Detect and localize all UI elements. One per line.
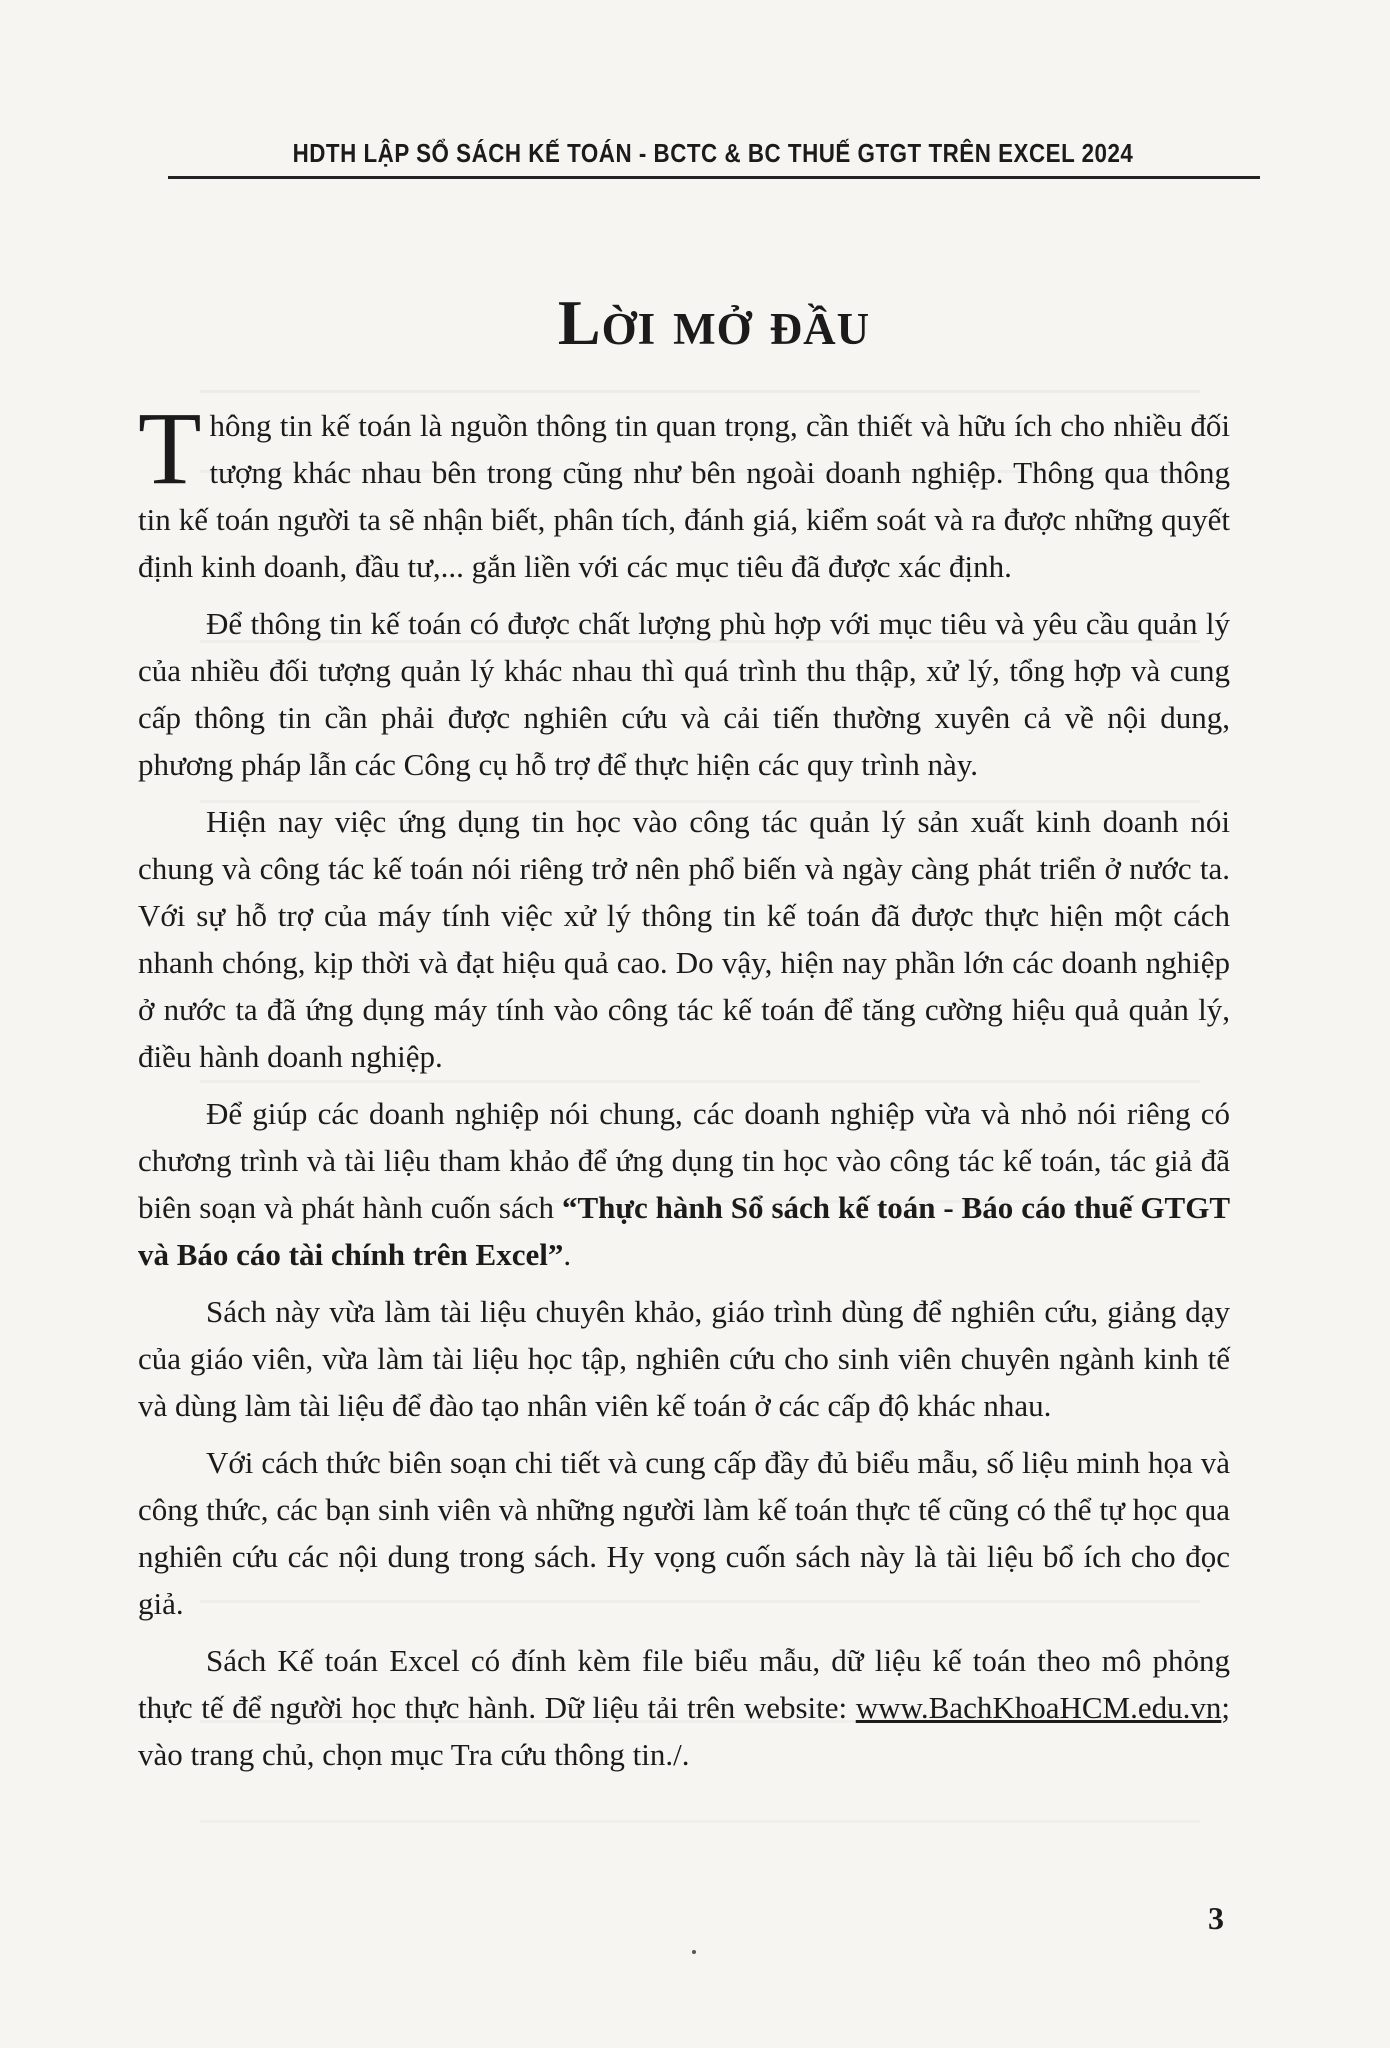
paragraph-7-lead: Sách Kế toán Excel có đính kèm file biểu mẫu, dữ liệu kế toán theo mô phỏng thực tế để người học thực hành. Dữ liệu tải trên website: — [138, 1643, 1230, 1725]
drop-cap: T — [138, 391, 202, 506]
paragraph-4 — [138, 1090, 1230, 1278]
website-link[interactable]: www.BachKhoaHCM.edu.vn — [855, 1690, 1222, 1725]
page-title: Lời mở đầu — [557, 287, 871, 358]
paragraph-4-lead: Để giúp các doanh nghiệp nói chung, các doanh nghiệp vừa và nhỏ nói riêng có chương trình và tài liệu tham khảo để ứng dụng tin học vào công tác kế toán, tác giả đã biên soạn và phát hành cuốn sách — [138, 1096, 1230, 1225]
paragraph-4-tail: . — [563, 1237, 572, 1272]
book-title: “Thực hành Sổ sách kế toán - Báo cáo thuế GTGT và Báo cáo tài chính trên Excel” — [138, 1190, 1230, 1272]
body-text — [138, 391, 1230, 1788]
paragraph-2: Để thông tin kế toán có được chất lượng phù hợp với mục tiêu và yêu cầu quản lý của nhiều đối tượng quản lý khác nhau thì quá trình thu thập, xử lý, tổng hợp và cung cấp thông tin cần phải được nghiên cứu và cải tiến thường xuyên cả về nội dung, phương pháp lẫn các Công cụ hỗ trợ để thực hiện các quy trình này. — [138, 606, 1230, 782]
page-number: 3 — [1208, 1900, 1224, 1936]
paragraph-7-tail: ; vào trang chủ, chọn mục Tra cứu thông tin./. — [138, 1690, 1230, 1772]
paragraph-3: Hiện nay việc ứng dụng tin học vào công tác quản lý sản xuất kinh doanh nói chung và công tác kế toán nói riêng trở nên phổ biến và ngày càng phát triển ở nước ta. Với sự hỗ trợ của máy tính việc xử lý thông tin kế toán đã được thực hiện một cách nhanh chóng, kịp thời và đạt hiệu quả cao. Do vậy, hiện nay phần lớn các doanh nghiệp ở nước ta đã ứng dụng máy tính vào công tác kế toán để tăng cường hiệu quả quản lý, điều hành doanh nghiệp. — [138, 804, 1230, 1074]
paragraph-7 — [138, 1637, 1230, 1778]
paragraph-1-text: hông tin kế toán là nguồn thông tin quan trọng, cần thiết và hữu ích cho nhiều đối tượng khác nhau bên trong cũng như bên ngoài doanh nghiệp. Thông qua thông tin kế toán người ta sẽ nhận biết, phân tích, đánh giá, kiểm soát và ra được những quyết định kinh doanh, đầu tư,... gắn liền với các mục tiêu đã được xác định. — [138, 408, 1230, 584]
running-header: HDTH LẬP SỔ SÁCH KẾ TOÁN - BCTC & BC THUẾ GTGT TRÊN EXCEL 2024 — [292, 138, 1134, 168]
paragraph-5: Sách này vừa làm tài liệu chuyên khảo, giáo trình dùng để nghiên cứu, giảng dạy của giáo viên, vừa làm tài liệu học tập, nghiên cứu cho sinh viên chuyên ngành kinh tế và dùng làm tài liệu để đào tạo nhân viên kế toán ở các cấp độ khác nhau. — [138, 1294, 1230, 1423]
paragraph-6: Với cách thức biên soạn chi tiết và cung cấp đầy đủ biểu mẫu, số liệu minh họa và công thức, các bạn sinh viên và những người làm kế toán thực tế cũng có thể tự học qua nghiên cứu các nội dung trong sách. Hy vọng cuốn sách này là tài liệu bổ ích cho đọc giả. — [138, 1445, 1230, 1621]
header-rule — [168, 176, 1260, 179]
paragraph-1 — [138, 391, 1230, 590]
print-speck — [692, 1950, 696, 1954]
